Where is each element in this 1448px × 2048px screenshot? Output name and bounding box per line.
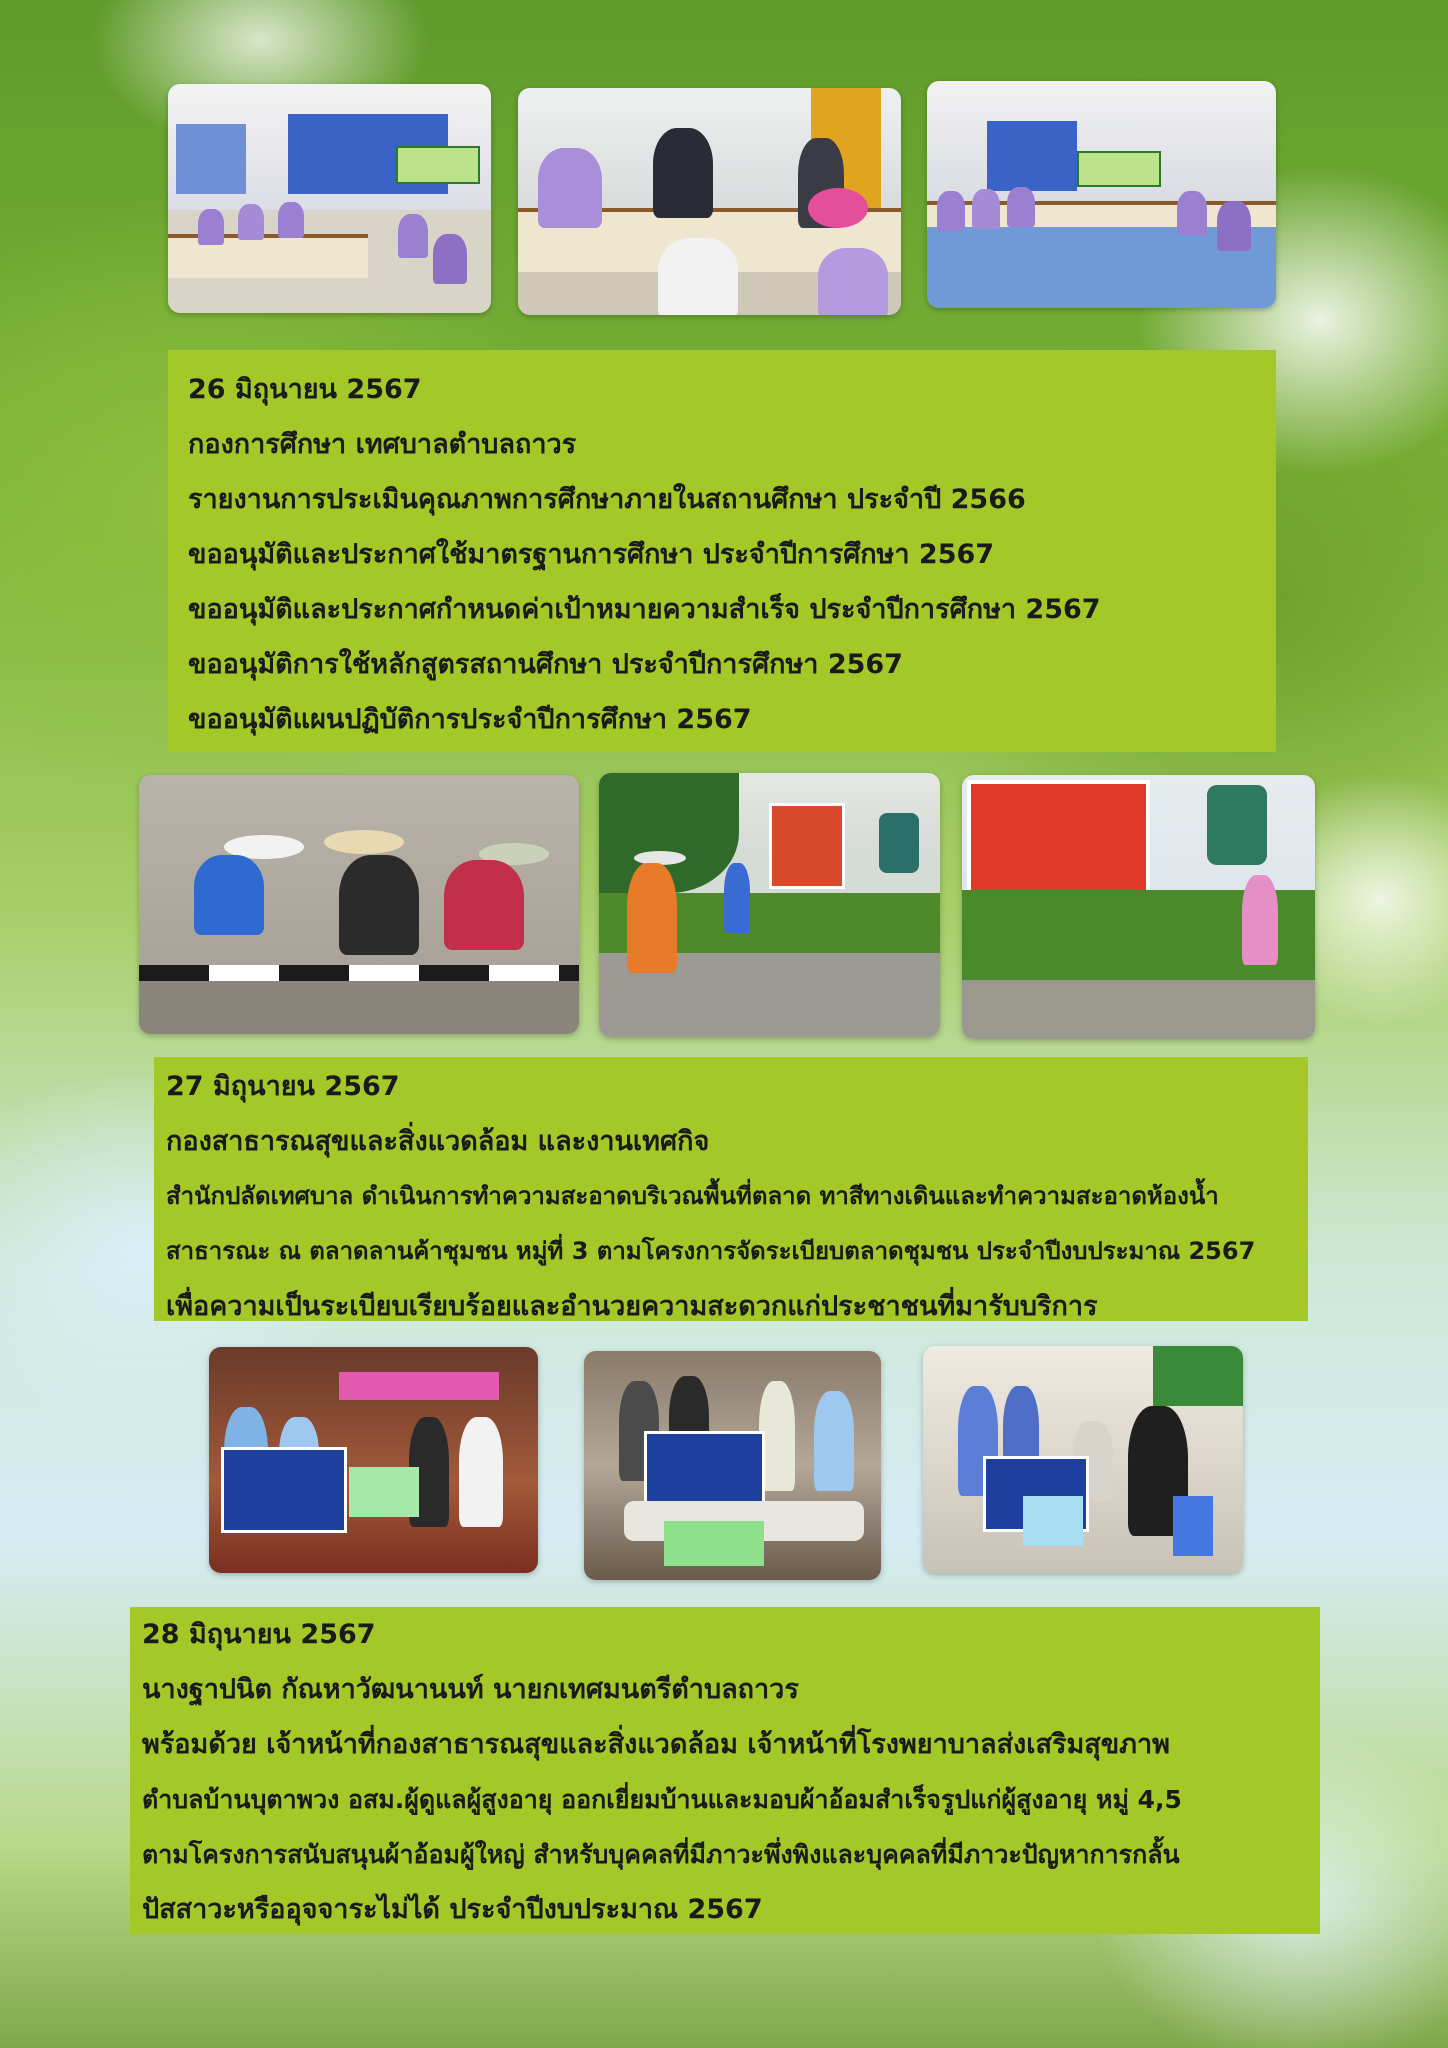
section-3-text-panel bbox=[130, 1607, 1320, 1934]
section-3-line: ตามโครงการสนับสนุนผ้าอ้อมผู้ใหญ่ สำหรับบุคคลที่มีภาวะพึ่งพิงและบุคคลที่มีภาวะปัญหาการกลั้น bbox=[142, 1840, 1180, 1869]
section-2-text-panel bbox=[154, 1057, 1308, 1321]
section-2-line: สำนักปลัดเทศบาล ดำเนินการทำความสะอาดบริเวณพื้นที่ตลาด ทาสีทางเดินและทำความสะอาดห้องน้ำ bbox=[166, 1182, 1219, 1210]
section-1-line: ขออนุมัติแผนปฏิบัติการประจำปีการศึกษา 2567 bbox=[188, 704, 752, 735]
section-1-line: ขออนุมัติและประกาศกำหนดค่าเป้าหมายความสำเร็จ ประจำปีการศึกษา 2567 bbox=[188, 594, 1101, 625]
section-3-line: ตำบลบ้านบุตาพวง อสม.ผู้ดูแลผู้สูงอายุ ออกเยี่ยมบ้านและมอบผ้าอ้อมสำเร็จรูปแก่ผู้สูงอายุ หมู่ 4,5 bbox=[142, 1785, 1182, 1814]
section-3-line: พร้อมด้วย เจ้าหน้าที่กองสาธารณสุขและสิ่งแวดล้อม เจ้าหน้าที่โรงพยาบาลส่งเสริมสุขภาพ bbox=[142, 1729, 1170, 1760]
section-1-date: 26 มิถุนายน 2567 bbox=[188, 374, 422, 405]
meeting-presentation-photo bbox=[518, 88, 901, 315]
meeting-vote-photo bbox=[927, 81, 1276, 308]
section-3-date: 28 มิถุนายน 2567 bbox=[142, 1619, 376, 1650]
section-2-line: เพื่อความเป็นระเบียบเรียบร้อยและอำนวยความสะดวกแก่ประชาชนที่มารับบริการ bbox=[166, 1291, 1098, 1322]
porch-handover-photo bbox=[923, 1346, 1243, 1573]
grass-cutting-photo bbox=[599, 773, 940, 1037]
section-1-line: กองการศึกษา เทศบาลตำบลถาวร bbox=[188, 429, 577, 460]
section-2-line: กองสาธารณสุขและสิ่งแวดล้อม และงานเทศกิจ bbox=[166, 1126, 710, 1157]
painting-curb-photo bbox=[139, 775, 579, 1034]
home-visit-group-photo bbox=[209, 1347, 538, 1573]
section-2-line: สาธารณะ ณ ตลาดลานค้าชุมชน หมู่ที่ 3 ตามโครงการจัดระเบียบตลาดชุมชน ประจำปีงบประมาณ 2567 bbox=[166, 1237, 1256, 1265]
section-3-line: นางฐาปนิต กัณหาวัฒนานนท์ นายกเทศมนตรีตำบลถาวร bbox=[142, 1674, 799, 1705]
section-1-line: ขออนุมัติการใช้หลักสูตรสถานศึกษา ประจำปีการศึกษา 2567 bbox=[188, 649, 903, 680]
section-3-line: ปัสสาวะหรืออุจจาระไม่ได้ ประจำปีงบประมาณ 2567 bbox=[142, 1894, 763, 1925]
bedside-visit-photo bbox=[584, 1351, 881, 1580]
section-1-line: รายงานการประเมินคุณภาพการศึกษาภายในสถานศึกษา ประจำปี 2566 bbox=[188, 484, 1026, 515]
sign-area-cleanup-photo bbox=[962, 775, 1315, 1039]
section-2-date: 27 มิถุนายน 2567 bbox=[166, 1071, 400, 1102]
meeting-room-photo bbox=[168, 84, 491, 313]
section-1-line: ขออนุมัติและประกาศใช้มาตรฐานการศึกษา ประจำปีการศึกษา 2567 bbox=[188, 539, 995, 570]
section-1-text-panel bbox=[168, 350, 1276, 752]
